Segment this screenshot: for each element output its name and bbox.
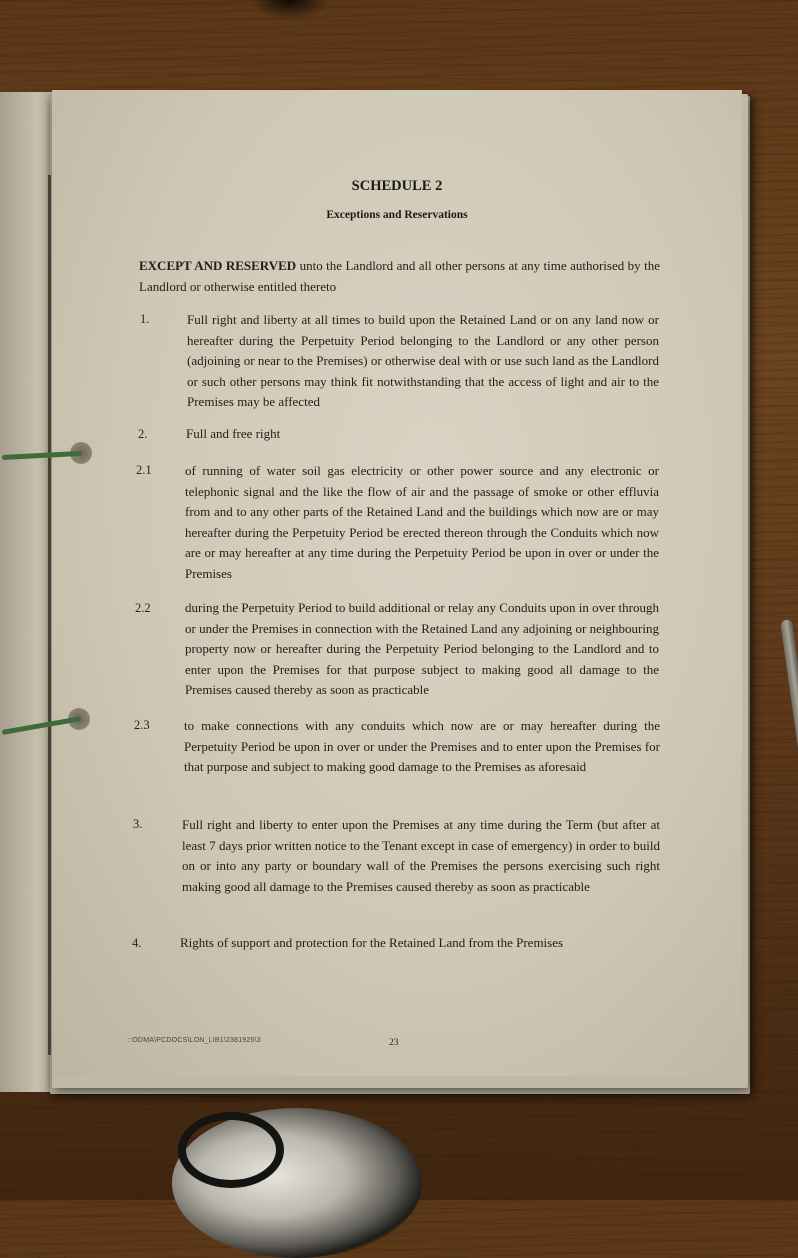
desk-shadow xyxy=(250,0,330,20)
clause-text: during the Perpetuity Period to build additional or relay any Conduits upon in over through or under the Premises in connection with the Retained Land any adjoining or neighbouring property now or hereafter during the Perpetuity Period belonging to the Landlord and to enter upon the Premises for that purpose subject to making good all damage to the Premises caused thereby as soon as practicable xyxy=(185,600,659,697)
schedule-title: SCHEDULE 2 xyxy=(351,178,443,194)
clause-text: of running of water soil gas electricity or other power source and any electronic or telephonic signal and the like the flow of air and the passage of smoke or other effluvia from and to any other parts of the Retained Land and the buildings which now are or may hereafter during the Perpetuity Period be erected thereon through the Conduits which now are or may hereafter at any time during the Perpetuity Period be upon in over or under the Premises xyxy=(185,463,659,581)
bottle-rim xyxy=(178,1112,284,1188)
clause-text: Full right and liberty to enter upon the Premises at any time during the Term (but after at least 7 days prior written notice to the Tenant except in case of emergency) in order to build on or into any party or boundary wall of the Premises the persons exercising such right making good all damage to the Premises caused thereby as soon as practicable xyxy=(182,817,660,894)
previous-page-edge xyxy=(0,92,53,1092)
intro-bold-text: EXCEPT AND RESERVED xyxy=(139,258,297,273)
clause-text: to make connections with any conduits which now are or may hereafter during the Perpetuity Period be upon in over or under the Premises and to enter upon the Premises for that purpose and subject to making good damage to the Premises as aforesaid xyxy=(184,718,660,774)
clause-number: 2.3 xyxy=(134,718,150,732)
clause-number: 4. xyxy=(132,936,142,950)
page-number: 23 xyxy=(389,1038,399,1048)
clause-number: 2. xyxy=(138,427,148,441)
clause-number: 2.1 xyxy=(136,463,152,477)
document-reference: ::ODMA\PCDOCS\LON_LIB1\2381925\3 xyxy=(128,1037,261,1044)
clause-text: Rights of support and protection for the Retained Land from the Premises xyxy=(180,935,564,950)
intro-paragraph xyxy=(139,256,660,297)
pen xyxy=(780,619,798,848)
clause-number: 2.2 xyxy=(135,601,151,615)
schedule-subtitle: Exceptions and Reservations xyxy=(326,209,468,221)
clause-text: Full and free right xyxy=(186,426,281,441)
intro-text: unto the Landlord and all other persons at any time authorised by the Landlord or otherwise entitled thereto xyxy=(139,258,661,294)
binding-spine xyxy=(48,175,51,1055)
clause-number: 3. xyxy=(133,817,143,831)
document-page xyxy=(52,90,742,1076)
clause-text: Full right and liberty at all times to build upon the Retained Land or on any land now or hereafter during the Perpetuity Period belonging to the Landlord or any other person (adjoining or near to the Premises) or otherwise deal with or use such land as the Landlord or such other persons may think fit notwithstanding that the access of light and air to the Premises may be affected xyxy=(187,312,659,409)
clause-number: 1. xyxy=(140,312,150,326)
